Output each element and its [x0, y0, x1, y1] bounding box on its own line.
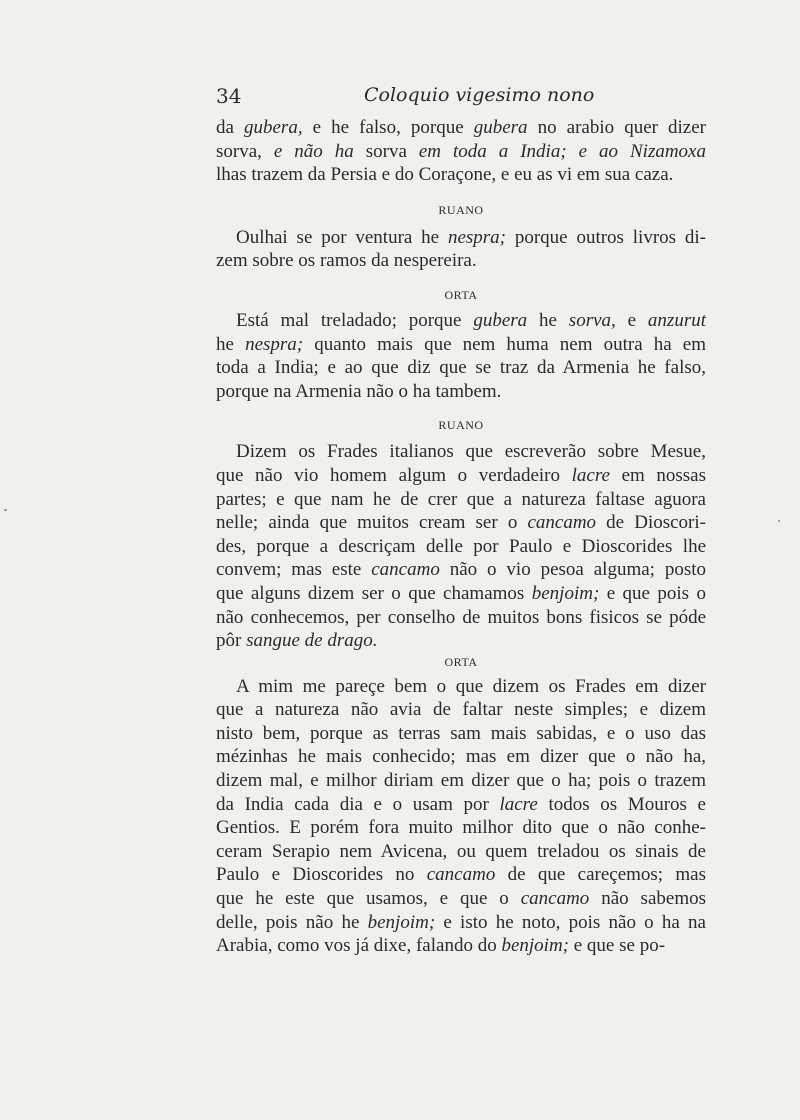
- italic-term: lacre: [499, 793, 538, 815]
- text-run: que não vio homem algum o verdadeiro: [216, 464, 572, 486]
- text-run: lhas trazem da Persia e do Coraçone, e eu as vi em sua caza.: [216, 164, 674, 186]
- italic-term: gubera,: [244, 117, 303, 138]
- text-run: não sabemos: [589, 888, 706, 910]
- text-line: [216, 606, 706, 630]
- italic-term: cancamo: [527, 512, 597, 534]
- text-run: pôr: [216, 630, 247, 652]
- text-line: [216, 440, 706, 464]
- text-run: Gentios. E porém fora muito milhor dito que o não conhe-: [216, 817, 706, 839]
- text-line: [216, 911, 706, 935]
- text-run: que a natureza não avia de faltar neste simples; e dizem: [216, 699, 706, 721]
- italic-term: gubera: [473, 117, 528, 138]
- text-run: que he este que usamos, e que o: [216, 888, 521, 910]
- italic-term: em toda a India; e ao Nizamoxa: [406, 140, 706, 162]
- text-run: não conhecemos, per conselho de muitos bons fisicos se póde: [216, 606, 706, 628]
- text-line: [216, 356, 706, 380]
- text-line: [216, 380, 706, 404]
- text-run: e he falso, porque: [302, 117, 474, 138]
- text-run: he: [216, 333, 246, 355]
- italic-term: nespra;: [447, 226, 507, 248]
- speaker-label-orta: ORTA: [444, 654, 478, 669]
- text-line: [216, 163, 706, 187]
- text-line: [216, 675, 706, 699]
- running-title: Coloquio vigesimo nono: [364, 84, 595, 106]
- text-run: nisto bem, porque as terras sam mais sabidas, e o uso das: [216, 722, 706, 744]
- paragraph-4: [216, 440, 706, 652]
- speaker-label-orta: ORTA: [444, 287, 478, 302]
- text-run: dizem mal, e milhor diriam em dizer que o ha; pois o trazem: [216, 770, 706, 792]
- text-line: [216, 629, 706, 653]
- text-run: no arabio quer dizer: [527, 117, 706, 138]
- italic-term: cancamo: [426, 864, 496, 886]
- paragraph-1: [216, 116, 706, 187]
- text-run: toda a India; e ao que diz que se traz da Armenia he falso,: [216, 357, 706, 379]
- text-run: partes; e que nam he de crer que a natureza faltase aguora: [216, 488, 706, 510]
- text-line: [216, 226, 706, 250]
- text-line: [216, 934, 706, 958]
- text-run: todos os Mouros e: [537, 793, 706, 815]
- text-run: ceram Serapio nem Avicena, ou quem treladou os sinais de: [216, 840, 706, 862]
- italic-term: anzurut: [647, 309, 706, 331]
- text-run: he: [527, 309, 569, 331]
- text-run: porque na Armenia não o ha tambem.: [216, 380, 502, 402]
- text-run: Dizem os Frades italianos que escreverão sobre Mesue,: [236, 441, 706, 463]
- margin-speck: [778, 520, 780, 522]
- text-line: [216, 333, 706, 357]
- text-run: que alguns dizem ser o que chamamos: [216, 582, 532, 604]
- italic-term: cancamo: [371, 559, 440, 581]
- text-line: [216, 816, 706, 840]
- paragraph-2: [216, 226, 706, 273]
- text-run: e que se po-: [569, 935, 666, 957]
- text-line: [216, 840, 706, 864]
- paragraph-3: [216, 309, 706, 403]
- text-run: A mim me pareçe bem o que dizem os Frades em dizer: [236, 675, 706, 697]
- text-line: [216, 863, 706, 887]
- text-run: Paulo e Dioscorides no: [216, 864, 427, 886]
- italic-term: benjoim;: [501, 935, 569, 957]
- text-line: [216, 698, 706, 722]
- text-line: [216, 558, 706, 582]
- text-run: quanto mais que nem huma nem outra ha em: [303, 333, 707, 355]
- text-run: e: [615, 309, 648, 331]
- text-run: delle, pois não he: [216, 911, 368, 933]
- text-line: [216, 488, 706, 512]
- text-run: da: [216, 117, 244, 138]
- text-run: sorva: [365, 140, 407, 162]
- italic-term: lacre: [571, 464, 610, 486]
- italic-term: gubera: [473, 309, 528, 331]
- text-line: [216, 793, 706, 817]
- text-run: nelle; ainda que muitos cream ser o: [216, 512, 528, 534]
- text-run: em nossas: [609, 464, 707, 486]
- italic-term: benjoim;: [367, 911, 436, 933]
- text-run: Oulhai se por ventura he: [236, 226, 448, 248]
- text-line: [216, 769, 706, 793]
- text-run: e que pois o: [599, 582, 706, 604]
- text-line: [216, 535, 706, 559]
- text-line: [216, 249, 706, 273]
- text-run: e isto he noto, pois não o ha na: [435, 911, 706, 933]
- running-head: [216, 84, 706, 116]
- text-run: da India cada dia e o usam por: [216, 793, 500, 815]
- text-run: de que careçemos; mas: [495, 864, 706, 886]
- page-number: 34: [216, 84, 242, 108]
- text-run: convem; mas este: [216, 559, 372, 581]
- text-line: [216, 309, 706, 333]
- italic-term: nespra;: [245, 333, 304, 355]
- text-run: de Dioscori-: [596, 512, 706, 534]
- margin-speck: [4, 509, 7, 511]
- text-run: porque outros livros di-: [506, 226, 706, 248]
- text-line: [216, 116, 706, 140]
- text-line: [216, 722, 706, 746]
- text-run: des, porque a descriçam delle por Paulo e Dioscorides lhe: [216, 535, 706, 557]
- italic-term: sangue de drago.: [246, 630, 378, 652]
- text-line: [216, 582, 706, 606]
- text-line: [216, 140, 706, 164]
- italic-term: benjoim;: [531, 582, 600, 604]
- italic-term: e não ha: [261, 140, 366, 162]
- text-run: não o vio pesoa alguma; posto: [439, 559, 706, 581]
- text-line: [216, 887, 706, 911]
- speaker-label-ruano: RUANO: [438, 418, 484, 433]
- paragraph-5: [216, 675, 706, 958]
- text-run: sorva,: [216, 140, 262, 162]
- page-content: [216, 84, 706, 958]
- text-line: [216, 745, 706, 769]
- text-line: [216, 511, 706, 535]
- text-run: mézinhas he mais conhecido; mas em dizer que o não ha,: [216, 746, 706, 768]
- text-run: Arabia, como vos já dixe, falando do: [216, 935, 502, 957]
- italic-term: sorva,: [568, 309, 616, 331]
- text-run: Está mal treladado; porque: [236, 309, 474, 331]
- text-run: zem sobre os ramos da nespereira.: [216, 250, 477, 272]
- text-line: [216, 464, 706, 488]
- italic-term: cancamo: [520, 888, 590, 910]
- speaker-label-ruano: RUANO: [438, 202, 484, 217]
